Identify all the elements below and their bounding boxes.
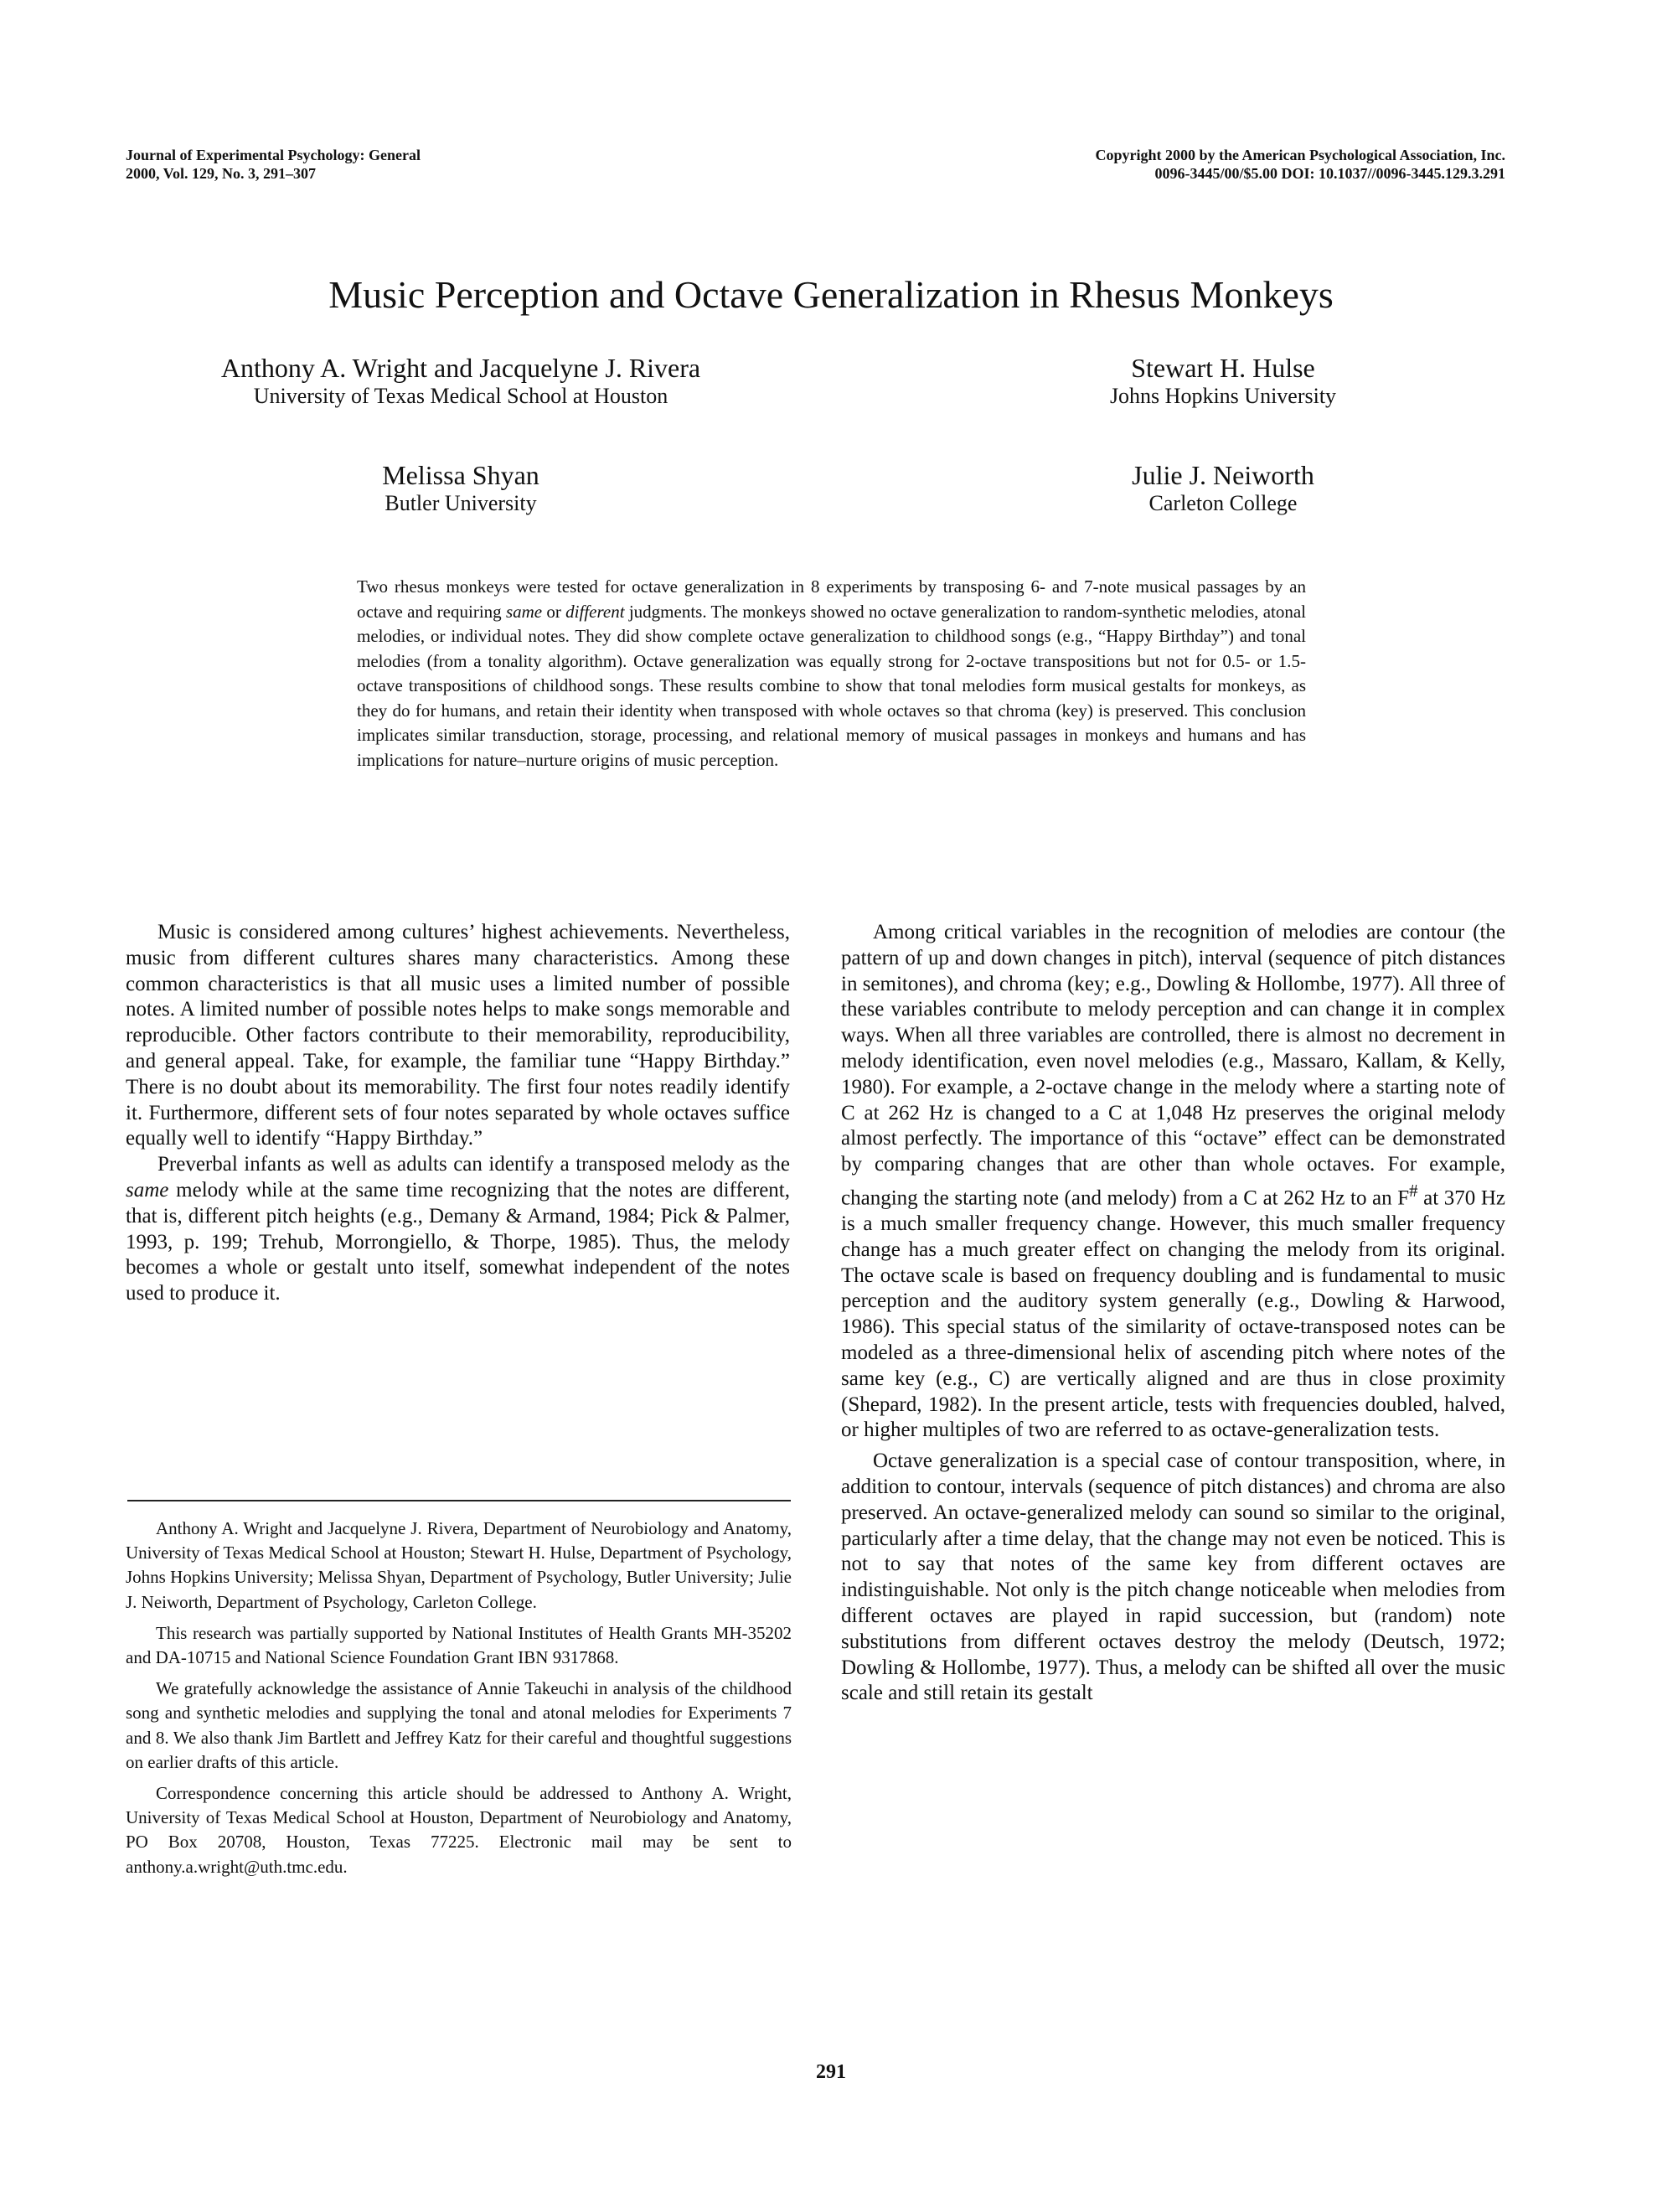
journal-citation bbox=[126, 146, 712, 183]
author-affiliation: Carleton College bbox=[1148, 491, 1298, 515]
author-block-shyan bbox=[318, 459, 603, 516]
author-name: Stewart H. Hulse bbox=[1131, 353, 1315, 383]
copyright-line: Copyright 2000 by the American Psychological Association, Inc. bbox=[1095, 147, 1505, 163]
body-text: at 370 Hz is a much smaller frequency change. However, this much smaller frequency change has a much greater effect on changing the melody from its original. The octave scale is based on frequency doubling and is fundamental to music perception and the auditory system generally (e.g., Dowling & Harwood, 1986). This special status of the similarity of octave-transposed notes can be modeled as a three-dimensional helix of ascending pitch where notes of the same key (e.g., C) are vertically aligned and are thus in close proximity (Shepard, 1982). In the present article, tests with frequencies doubled, halved, or higher multiples of two are referred to as octave-generalization tests. bbox=[841, 1186, 1505, 1442]
author-block-hulse bbox=[1005, 352, 1441, 409]
abstract-text: or bbox=[542, 601, 566, 622]
abstract-emphasis-same: same bbox=[505, 601, 543, 622]
footnote-funding: This research was partially supported by National Institutes of Health Grants MH-35202 and DA-10715 and National Science Foundation Grant IBN 9317868. bbox=[126, 1622, 792, 1668]
sharp-sign: # bbox=[1409, 1180, 1418, 1201]
body-paragraph bbox=[841, 920, 1505, 1444]
author-name: Anthony A. Wright and Jacquelyne J. Rivera bbox=[220, 353, 701, 383]
body-text: melody while at the same time recognizing that the notes are different, that is, different pitch heights (e.g., Demany & Armand, 1984; Pick & Palmer, 1993, p. 199; Trehub, Morrongiello, & Thorpe, 1985). Thus, the melody becomes a whole or gestalt unto itself, somewhat independent of the notes used to produce it. bbox=[126, 1178, 790, 1305]
journal-volume: 2000, Vol. 129, No. 3, 291–307 bbox=[126, 165, 317, 182]
body-column-left bbox=[126, 920, 790, 1307]
abstract-emphasis-different: different bbox=[565, 601, 625, 622]
author-affiliation: Butler University bbox=[385, 491, 537, 515]
author-block-neiworth bbox=[1005, 459, 1441, 516]
footnote-affiliations: Anthony A. Wright and Jacquelyne J. Rivera, Department of Neurobiology and Anatomy, University of Texas Medical School at Houston; Stewart H. Hulse, Department of Psychology, Johns Hopkins University; Melissa Shyan, Department of Psychology, Butler University; Julie J. Neiworth, Department of Psychology, Carleton College. bbox=[126, 1518, 792, 1612]
footnote-acknowledgments: We gratefully acknowledge the assistance of Annie Takeuchi in analysis of the childhood song and synthetic melodies and supplying the tonal and atonal melodies for Experiments 7 and 8. We also thank Jim Bartlett and Jeffrey Katz for their careful and thoughtful suggestions on earlier drafts of this article. bbox=[126, 1678, 792, 1772]
footnote-divider bbox=[127, 1500, 791, 1501]
author-name: Julie J. Neiworth bbox=[1132, 460, 1314, 490]
body-paragraph: Music is considered among cultures’ highest achievements. Nevertheless, music from different cultures shares many characteristics. Among these common characteristics is that all music uses a limited number of possible notes. A limited number of possible notes helps to make songs memorable and reproducible. Other factors contribute to their memorability, reproducibility, and general appeal. Take, for example, the familiar tune “Happy Birthday.” There is no doubt about its memorability. The first four notes readily identify it. Furthermore, different sets of four notes separated by whole octaves suffice equally well to identify “Happy Birthday.” bbox=[126, 921, 790, 1150]
author-name: Melissa Shyan bbox=[382, 460, 539, 490]
article-title: Music Perception and Octave Generalization in Rhesus Monkeys bbox=[328, 272, 1334, 316]
page-number: 291 bbox=[816, 2061, 846, 2083]
abstract-text: Two rhesus monkeys were tested for octave generalization in 8 experiments by transposing 6- and 7-note musical passages by an octave and requiring bbox=[357, 576, 1306, 622]
footnote-correspondence: Correspondence concerning this article should be addressed to Anthony A. Wright, University of Texas Medical School at Houston, Department of Neurobiology and Anatomy, PO Box 20708, Houston, Texas 77225. Electronic mail may be sent to anthony.a.wright@uth.tmc.edu. bbox=[126, 1783, 792, 1877]
doi-line: 0096-3445/00/$5.00 DOI: 10.1037//0096-3445.129.3.291 bbox=[1154, 165, 1505, 182]
author-block-wright-rivera bbox=[159, 352, 762, 409]
body-column-right bbox=[841, 920, 1505, 1707]
body-emphasis-same: same bbox=[126, 1178, 169, 1202]
body-text: Preverbal infants as well as adults can identify a transposed melody as the bbox=[157, 1153, 790, 1176]
abstract-text: judgments. The monkeys showed no octave generalization to random-synthetic melodies, atonal melodies, or individual notes. They did show complete octave generalization to childhood songs (e.g., “Happy Birthday”) and tonal melodies (from a tonality algorithm). Octave generalization was equally strong for 2-octave transpositions but not for 0.5- or 1.5-octave transpositions of childhood songs. These results combine to show that tonal melodies form musical gestalts for monkeys, as they do for humans, and retain their identity when transposed with whole octaves so that chroma (key) is preserved. This conclusion implicates similar transduction, storage, processing, and relational memory of musical passages in monkeys and humans and has implications for nature–nurture origins of music perception. bbox=[357, 601, 1307, 770]
body-paragraph: Octave generalization is a special case of contour transposition, where, in addition to contour, intervals (sequence of pitch distances) and chroma are also preserved. An octave-generalized melody can sound so similar to the original, particularly after a time delay, that the change may not even be noticed. This is not to say that notes of the same key from different octaves are indistinguishable. Not only is the pitch change noticeable when melodies from different octaves are played in rapid succession, but (random) note substitutions from different octaves destroy the melody (Deutsch, 1972; Dowling & Hollombe, 1977). Thus, a melody can be shifted all over the music scale and still retain its gestalt bbox=[841, 1450, 1505, 1705]
abstract bbox=[357, 575, 1306, 773]
body-text: Among critical variables in the recognition of melodies are contour (the pattern of up and down changes in pitch), interval (sequence of pitch distances in semitones), and chroma (key; e.g., Dowling & Hollombe, 1977). All three of these variables contribute to melody perception and can change it in complex ways. When all three variables are controlled, there is almost no decrement in melody identification, even novel melodies (e.g., Massaro, Kallam, & Kelly, 1980). For example, a 2-octave change in the melody where a starting note of C at 262 Hz is changed to a C at 1,048 Hz preserves the original melody almost perfectly. The importance of this “octave” effect can be demonstrated by comparing changes that are other than whole octaves. For example, changing the starting note (and melody) from a C at 262 Hz to an F bbox=[841, 921, 1505, 1210]
copyright-notice bbox=[869, 146, 1505, 183]
author-notes bbox=[126, 1517, 792, 1886]
author-affiliation: University of Texas Medical School at Houston bbox=[253, 384, 668, 408]
body-paragraph bbox=[126, 1152, 790, 1307]
journal-name: Journal of Experimental Psychology: General bbox=[126, 147, 421, 163]
author-affiliation: Johns Hopkins University bbox=[1109, 384, 1337, 408]
